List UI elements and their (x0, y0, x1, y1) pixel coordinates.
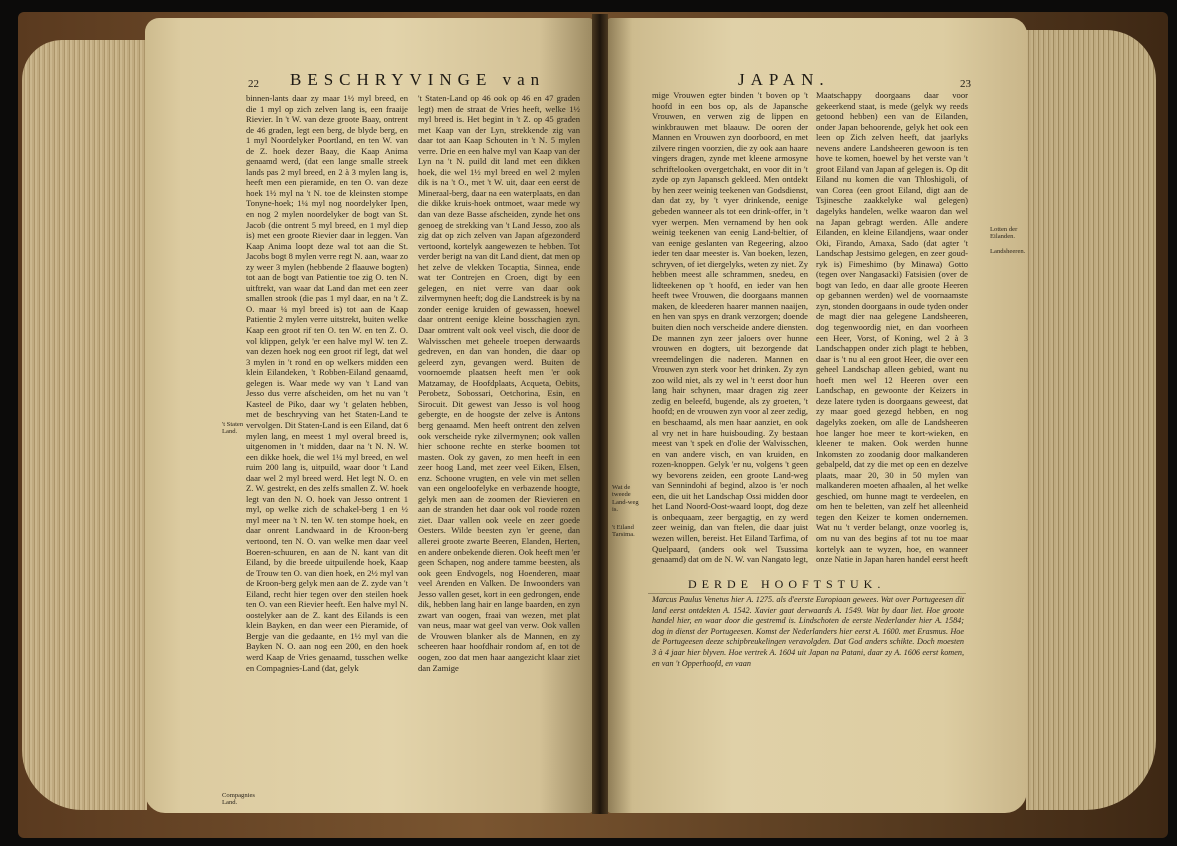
left-column-1-text: binnen-lants daar zy maar 1½ myl breed, en die 1 myl op zich zelven lang is, een fraaije Rievier. In 't W. van deze groote Baay, ontrent de 46 graden, legt een berg, de blyde berg, en 1 myl Noordelyker Poortland, en ten W. van de Z. hoek dezer Baay, die Kaap Anima genaamd werd, (dat een lange smalle streek lands pas 2 myl breed, en 2 à 3 mylen lang is, heeft men een pieramide, en ten O. van deze hoek 1½ myl na 't N. toe de kleinsten stompe Tonyne-hoek; 1¼ myl nog noordelyker Ipen, en nog 2 mylen noordelyker de bogt van St. Jacob (die ontrent 5 myl breed, en 1 myl diep is) met een groote Rievier daar in leggen. Van Kaap Anima loopt deze wal tot aan die St. Jacobs bogt 8 mylen verre regt N. aan, waar zo zy weer 3 mylen (hebbende 2 flaauwe bogten) tot aan de bogt van Patientie toe zig O. ten N. uitftrekt, van waar dat Land dan met een zeer smallen strook (die pas 1 myl daar, en na 't Z. O. maar ¼ myl breed is) tot aan de Kaap Patientie 2 mylen verre uitstrekt, buiten welke Kaap een groot rif ten O. ten W. en ten Z. O. vol klippen, gelyk 'er een halve myl W. ten Z. van dezen hoek nog een groot rif legt, dat wel 3 mylen in 't rond en op welkers midden een klein Eilandeken, 't Robben-Eiland genaamd, gelegen is. Waar mede wy van 't Land van Jesso dus verre afscheiden, om het nu van 't Kasteel de Piko, daar wy 't gelaten hebben, met de beschryving van het Staten-Land te vervolgen. Dit Staten-Land is een Eiland, dat 6 mylen lang, en meest 1 myl overal breed is, uitgenomen in 't midden, daar na 't N. N. W. een dikke hoek, die wel 1¼ myl breed, en wel ruim 200 lang is, uitpuild, waar door 't Land daar wel 2 myl breed werd. Het legt N. O. en Z. W. gestrekt, en des zelfs smallen Z. W. hoek legt van den N. O. hoek van Jesso ontrent 1 myl, op welke zich de schakel-berg 1 en ½ myl meer na 't N. ten W. ten stompe hoek, en daar onrent Landwaard in de Kroon-berg vertoond, ten N. O. van welke men daar veel Boeren-schuuren, en aan de N. kant van dit Eiland, by die breede uitpuilende hoek, Kaap de Trouw ten O. van dien hoek, en 2½ myl van de Kroon-berg gelyk men aan de Z. zyde van 't Eiland, recht hier tegen over den steilen hoek ten O. van een Rievier heeft. Een halve myl N. oostelyker aan de Z. kant des Eilands is een klein Bayken, en dan weer een Pieramide, of Bergje van die gedaante, en 1½ myl van die Bayken N. O. aan nog een 200, en den hoek werd Kaap de Vries genaamd, tusschen welke en Compagnies-Land (dat, gelyk (246, 93, 408, 673)
right-page-column-2 (816, 90, 968, 566)
chapter-rule (648, 593, 966, 594)
left-page-number: 22 (248, 78, 259, 90)
left-page-edges (22, 40, 147, 810)
chapter-summary: Marcus Paulus Venetus hier A. 1275. als d'eerste Europiaan gewees. Wat over Portugeesen dit land eerst ontdekten A. 1542. Xavier gaat derwaards A. 1549. Wat by daar liet. Hoe groote handel hier, en waar door die gestremd is. Lindschoten de eerste Nederlander hier A. 1584; dog in dienst der Portugeesen. Komst der Nederlanders hier eerst A. 1600. met Erasmus. Hoe de Portugeesen deeze schipbreukelingen veravolgden. Dat God anders schikte. Doch moesten 3 à 4 jaar hier blyven. Hoe vertrek A. 1604 uit Japan na Patani, daar zy A. 1606 eerst komen, en van 't Opperhoofd, en vaan (652, 595, 964, 668)
margin-note: 't Eiland Tarsima. (612, 524, 635, 539)
right-column-1-text: mige Vrouwen egter binden 't boven op 't hoofd in een bos op, als de Japansche Vrouwen, en verwen zig de lippen en winkbrauwen met blaauw. De ooren der Mannen en Vrouwen zyn doorboord, en met zilvere ringen voorzien, die zy ook aan haare vingers dragen, zynde met kleene armosyne schriftelooken overgetchakt, en voor dit in 't zyde op zyn Japansch gekleed. Men ontdekt by hen zeer weinig teekenen van Godsdienst, dan dat zy, by 't vyer drinkende, eenige gebeden wanneer als tot een drink-offer, in 't vyer werpen. Men vernamend by hen ook weinig teekenen van eenig Land-beltier, of van eenige geslanten van Regeering, alzoo ieder ten daar meester is. Van boeken, lezen, schryven, of iet diergelyks, weten zy niet. Zy hebben meest alle schrammen, snedeu, en lidteekenen op 't hoofd, en ieder van hen heeft twee Vrouwen, die doorgaans mannen maken, de kleederen haarer mannen naaijen, en hen van spys en drank verzorgen; doende buiten dien noch verscheide andere diensten. De mannen zyn zeer jaloers over hunne vrouwen en dogters, uit bezorgende dat vreemdelingen die naderen. Mannen en Vrouwen zyn sterk voor het drinken. Zy zyn zoo wild niet, als zy wel in 't eerst door hun lang hair schynen, maar dragen zig zeer zedig en beleefd, bugende, als zy groeten, 't hoofd; en de vrouwen zyn voor al zeer zedig, en beschaamd, als men haar aanziet, en ook al vry net in hare huisbouding. Zy bestaan meest van 't spek en d'olie der Walvisschen, en van andere visch, en van kruiden, en rozen-knoppen. Gelyk 'er nu, volgens 't geen wy bevorens zeiden, een groote Land-weg van Sennindohi af begind, alzoo is 'er noch een, die uit het Landschap Ossi midden door het Land Noord-Oost-waard loopt, dog deze is onbequaam, zeer bergagtig, en zy werd zeer weinig, dan van ftelen, die daar juist wezen willen, bereist. Het Eiland Tarfima, of Quelpaard, (anders ook wel Tsussima genaamd) dat om de N. W. van Nangato legt, (652, 90, 808, 565)
margin-note: 't Staten Land. (222, 421, 244, 436)
margin-note: Compagnies Land. (222, 792, 255, 807)
left-page-column-2 (418, 93, 580, 793)
margin-note: Landsheeren. (990, 248, 1026, 255)
left-running-head: BESCHRYVINGE van (290, 70, 546, 89)
chapter-heading: DERDE HOOFTSTUK. (688, 577, 886, 591)
book-gutter (592, 14, 608, 814)
margin-note: Lotten der Eilanden. (990, 226, 1018, 241)
right-page-column-1 (652, 90, 808, 566)
margin-note: Wat de tweede Land-weg is. (612, 484, 639, 514)
right-page-number: 23 (960, 78, 971, 90)
right-running-head: JAPAN. (738, 70, 830, 89)
left-column-2-text: 't Staten-Land op 46 ook op 46 en 47 graden legt) men de straat de Vries heeft, welke 1½ myl breed is. Het begint in 't Z. op 45 graden met Kaap van der Lyn, strekkende zig van daar tot aan Kaap Schouten in 't N. 5 mylen verre. Drie en een halve myl van Kaap van der Lyn na 't N. puild dit land met een dikken hoek, die wel 1½ myl breed en wel 2 mylen dik is na 't O., met 't W. uit, daar een eerst de Mineraal-berg, daar na een waterplaats, en dan die dikke kruis-hoek ontmoet, waar mede wy dan van deze Basse afscheiden, zynde het ons genoeg de strekking van 't Land Jesso, zoo als zig dat op zich zelven van Japan afgezonderd vertoond, kortelyk aangewezen te hebben. Tot verder berigt na van dit Land dient, dat men op het zelve de vlekken Tocaptia, Sinnea, ende wat ter Contrejen en Croen, digt by een gelegen, en niet verre van daar ook zilvermynen heeft; dog die Landstreek is by na zonder eenige kruiden of gewassen, hoewel daar ontrent eenige kleine bosschagien zyn. Daar omtrent valt ook veel visch, die door de Walvisschen met geheele troepen derwaards gedreven, en dan van honden, die daar op geleerd zyn, gevangen werd. Buiten de voornoemde plaatsen heeft men 'er ook Matzamay, de Hoofdplaats, Acqueta, Oebits, Perobetz, Sobossari, Oetchorina, Esin, en Sirocuit. Dit gewest van Jesso is vol hoog gebergte, en de hoogste der zelve is Antons berg genaamd. Men heeft ontrent den zelven ook verscheide ryke zilvermynen; ook vallen hier schoone rechte en sterke boomen tot masten. Ook zy gaven, zo men heeft in een zeer hoog Land, met zeer veel Eiken, Elsen, enz. Schoone vrugten, en vele vin met sellen van een ongeloofelyke en verbazende hoogte, gelyk men aan de zoomen der Rievieren en aan de stranden het daar ook vol roode rozen ziet. Daar vallen ook veele en zeer goede Oesters. Wilde beesten zyn 'er geene, dan allerei groote zwarte Beeren, Elanden, Herten, en andere onbekende dieren. Ook heeft men 'er geen Schapen, nog andere tamme beesten, als ook geen Endvogels, nog Hoenderen, maar veel Arenden en Valken. De Inwoonders van Jesso vallen geset, kort in een gedrongen, ende dik, hebben lang hair en lange baarden, en zyn zwart van oogen, fraai van wezen, met plat van neus, maar wat geel van verw. Ook vallen de Vrouwen blanker als de Mannen, en zy scheeren haar hoofdhair rondom af, en tot de oogen, zoo dat men haar aangezicht klaar ziet dan Zamige (418, 93, 580, 673)
left-page-column-1 (246, 93, 408, 793)
right-page-edges (1026, 30, 1156, 810)
right-column-2-text: Maatschappy doorgaans daar voor gekeerkend staat, is mede (gelyk wy reeds getoond hebben) een van de Eilanden, onder Japan behoorende, gelyk het ook een leen op Zich zelven heeft, dat jaarlyks nevens andere Landsheeren gewoon is ten hove te komen, hoewel by het verste van 't groot Eiland van Japan af gelegen is. Op dit Eiland nu komen die van Thloshigoli, of van Corea (een groot Eiland, digt aan de Tsjinesche zaakkelyke wal gelegen) dagelyks handelen, welke waaron dan wel na Japan gebragt werden. Alle andere Eilanden, en kleine Eilandjens, waar onder Oki, Firando, Amaxa, Sado (dat agter 't Landschap Jestsimo gelegen, en zeer goud-ryk is) Fimeshimo (by Minawa) Gotto (tegen over Nangasacki) Fatsisien (over de bogt van Iedo, en daar alle groote Heeren op gebannen werden) wel de voornaamste zyn, stonden doorgaans in oude tyden onder de magt dier naa gelegene Landsheeren, dog tegenwoordig niet, en dan voorheen een Heer, Vorst, of Koning, wel 2 à 3 Landschappen onder zich plagt te hebben, daar is 't nu al een groot Heer, die over een geheel Landschap alleen gebied, want nu hoeft men wel 12 Heeren over een Landschap, en gewoonte der Keizers in deze latere tyden is doorgaans geweest, dat zy maar goed gezegd hebben, en nog dagelyks zoeken, om alle de Landsheeren hoe langer hoe meer te kort-wieken, en kleener te maken. Ook werden hunne Inkomsten zo zoodanig door malkanderen gebalpeld, dat zy die met op een en dezelve plaats, maar 20, 30 in 50 mylen van malkanderen moeten afhaalen, al het welke geschied, om hunne magt te verdeelen, en om hen te beletten, van zelf het alleenheid tegen den Keizer te komen ondernemen. Wat nu 't verder belangt, onze voorleg is, om nu van des begins af tot nu toe maar kortelyk aan te wyzen, hoe, en wanneer onze Natie in Japan haren handel eerst heeft (816, 90, 968, 565)
